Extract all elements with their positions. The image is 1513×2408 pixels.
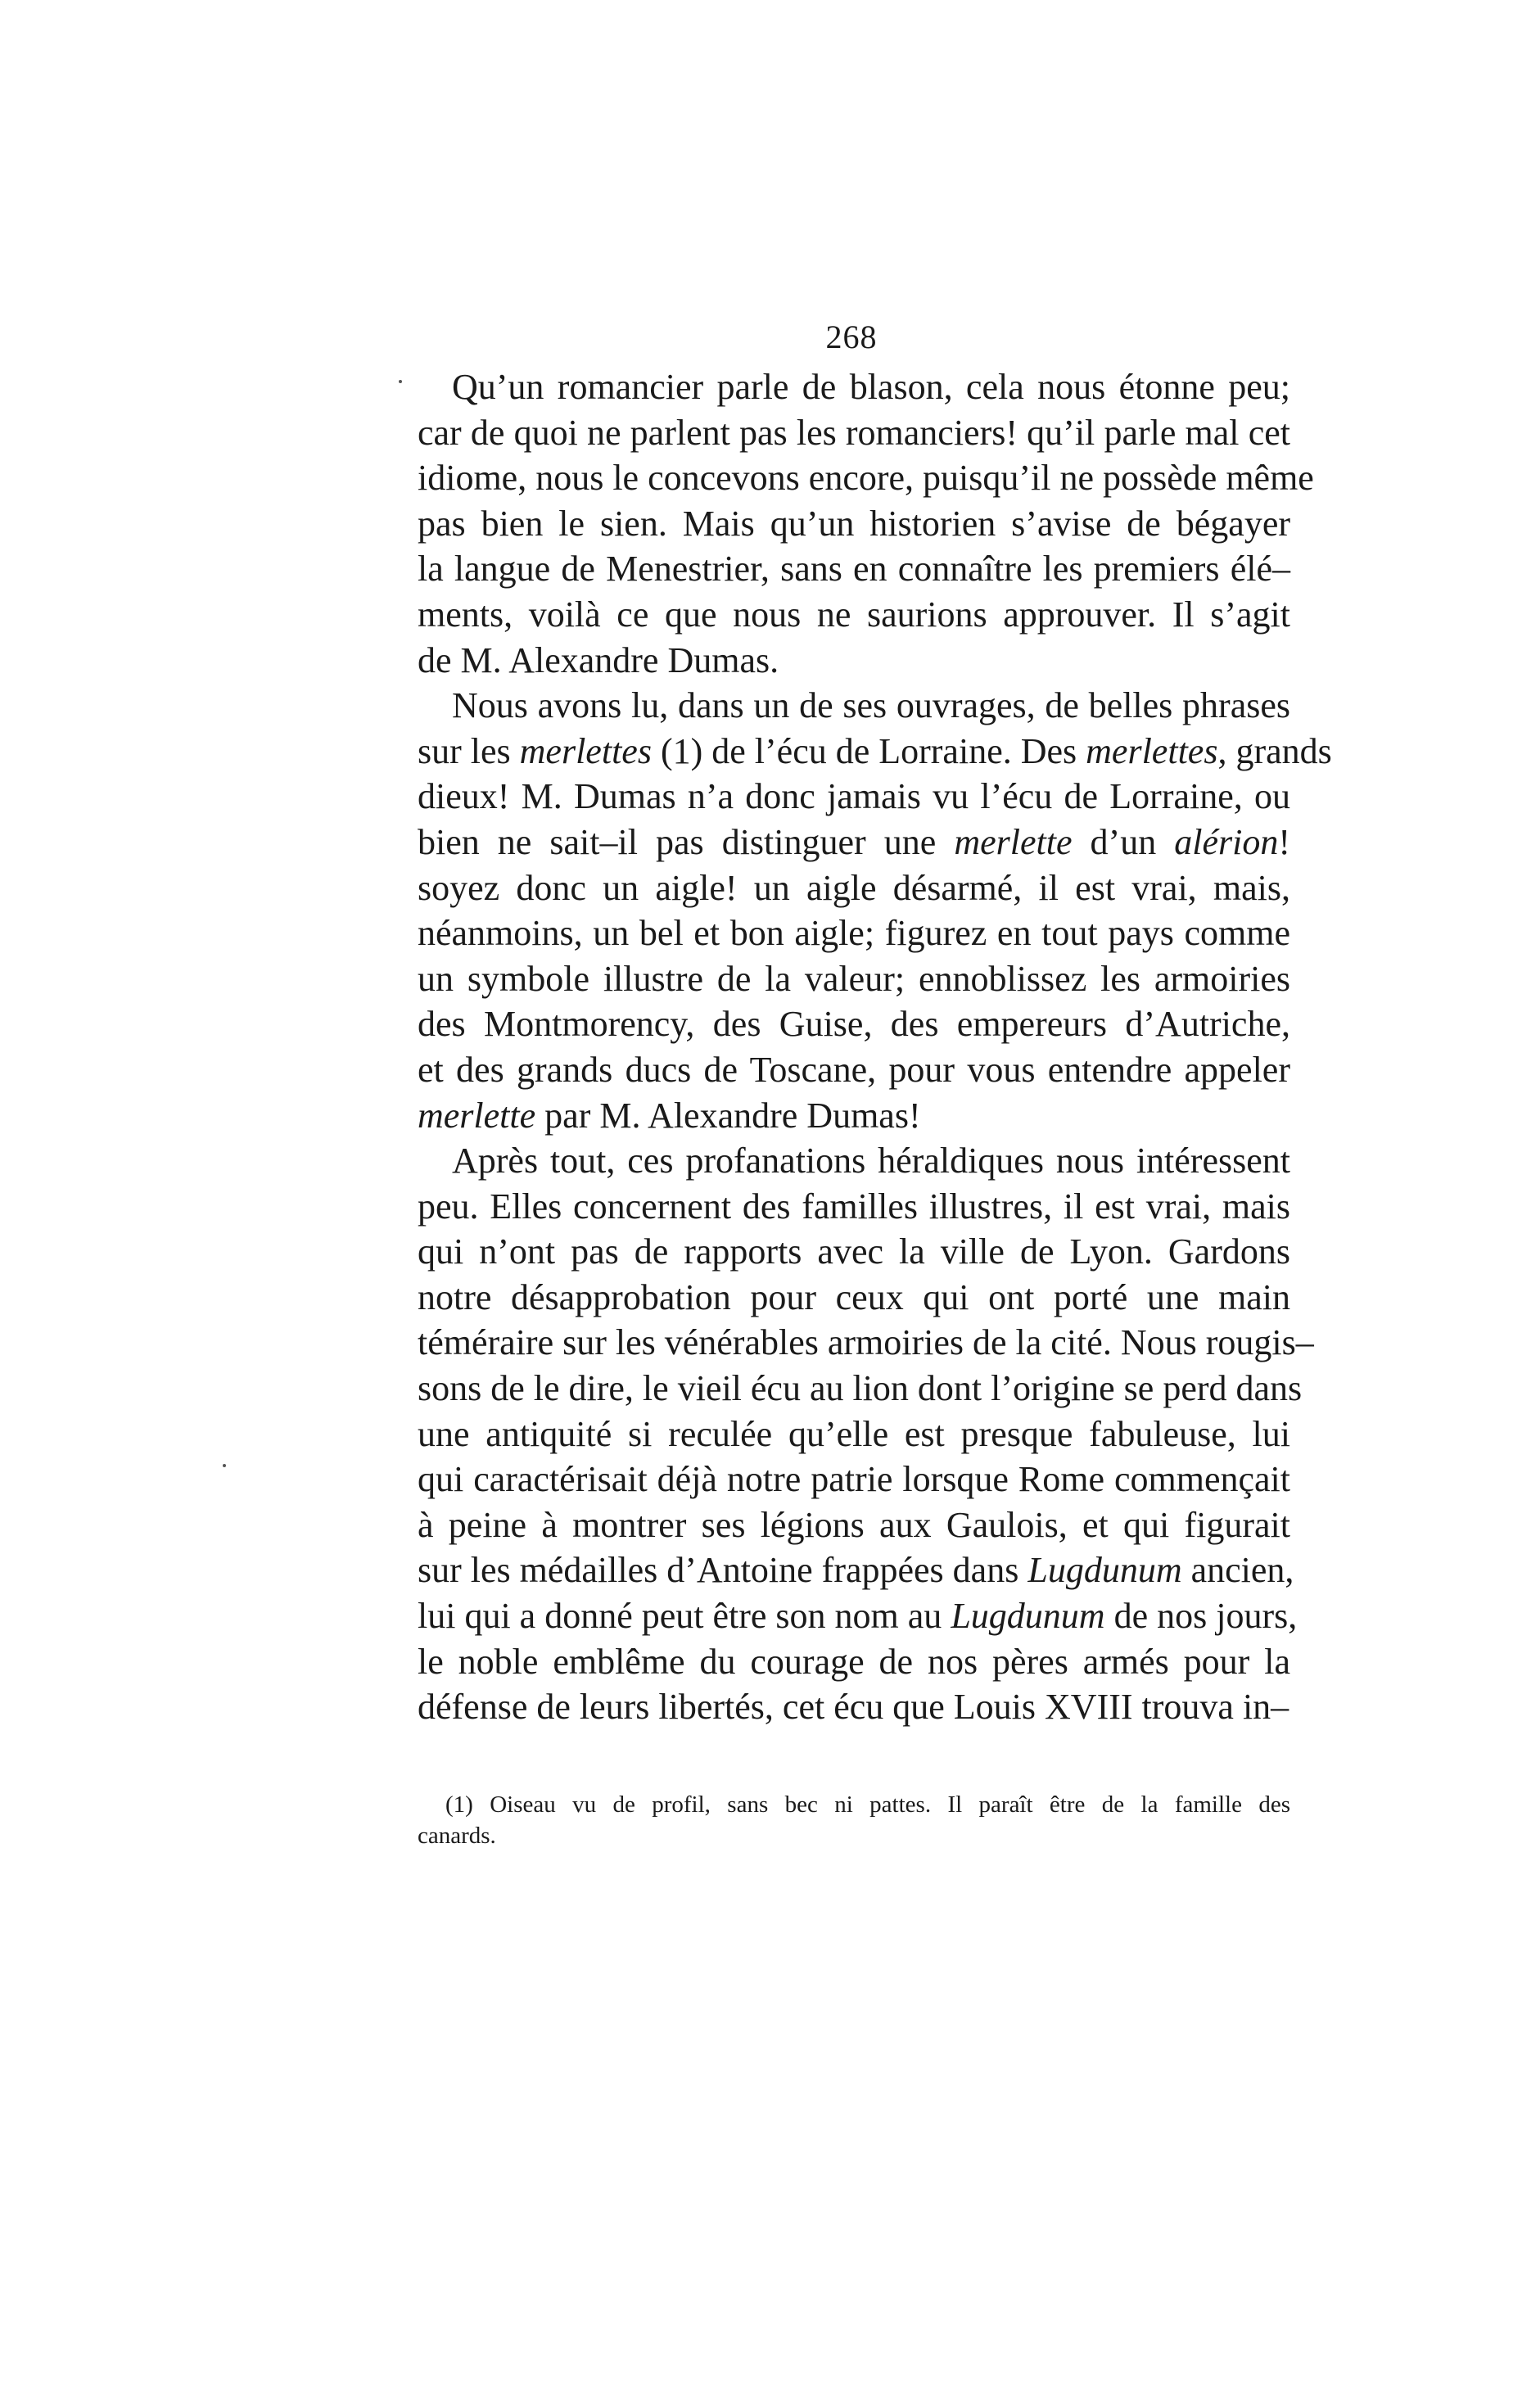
text-run: peu. Elles concernent des familles illustres, il est vrai, mais	[418, 1186, 1290, 1227]
footnote	[418, 1789, 1290, 1851]
body-line	[418, 956, 1290, 1002]
text-run: une antiquité si reculée qu’elle est presque fabuleuse, lui	[418, 1413, 1290, 1454]
text-run: par M. Alexandre Dumas!	[535, 1095, 921, 1136]
text-run: à peine à montrer ses légions aux Gaulois, et qui figurait	[418, 1504, 1290, 1545]
body-line	[418, 546, 1290, 592]
text-run: de M. Alexandre Dumas.	[418, 639, 779, 680]
text-run: la langue de Menestrier, sans en connaître les premiers élé–	[418, 549, 1290, 590]
body-line	[418, 455, 1314, 501]
body-line	[418, 638, 1290, 684]
body-line	[418, 683, 1290, 729]
body-line	[418, 1457, 1290, 1502]
body-line	[418, 1047, 1290, 1093]
body-line	[418, 1001, 1290, 1047]
body-line	[418, 865, 1290, 911]
text-run: sur les médailles d’Antoine frappées dans	[418, 1550, 1028, 1591]
text-run: !	[1278, 821, 1291, 862]
paper-speck	[223, 1464, 226, 1467]
text-run: défense de leurs libertés, cet écu que Louis XVIII trouva in–	[418, 1687, 1289, 1728]
body-line	[418, 1229, 1290, 1275]
page-number: 268	[825, 319, 878, 355]
text-run: idiome, nous le concevons encore, puisqu’il ne possède même	[418, 458, 1314, 499]
italic-text: Lugdunum	[951, 1596, 1105, 1637]
text-run: bien ne sait–il pas distinguer une	[418, 821, 955, 862]
text-run: d’un	[1072, 821, 1175, 862]
text-run: le noble emblême du courage de nos pères armés pour la	[418, 1641, 1290, 1682]
body-line	[418, 1366, 1303, 1412]
body-line	[418, 1684, 1290, 1730]
text-run: lui qui a donné peut être son nom au	[418, 1596, 951, 1637]
body-text	[418, 364, 1332, 1730]
body-line	[418, 1093, 1290, 1139]
text-run: sons de le dire, le vieil écu au lion dont l’origine se perd dans	[418, 1368, 1303, 1409]
text-run: dieux! M. Dumas n’a donc jamais vu l’écu de Lorraine, ou	[418, 776, 1290, 817]
text-run: de nos jours,	[1104, 1596, 1298, 1637]
text-run: pas bien le sien. Mais qu’un historien s’avise de bégayer	[418, 503, 1290, 544]
text-run: des Montmorency, des Guise, des empereurs d’Autriche,	[418, 1004, 1290, 1045]
text-run: (1) de l’écu de Lorraine. Des	[651, 730, 1086, 771]
footnote-line: (1) Oiseau vu de profil, sans bec ni pattes. Il paraît être de la famille des	[445, 1791, 1290, 1818]
body-line	[418, 1639, 1290, 1685]
italic-text: merlettes	[519, 730, 652, 771]
text-run: ments, voilà ce que nous ne saurions approuver. Il s’agit	[418, 594, 1290, 635]
body-line	[418, 1547, 1294, 1593]
text-run: un symbole illustre de la valeur; ennoblissez les armoiries	[418, 958, 1290, 999]
text-run: ancien,	[1181, 1550, 1294, 1591]
body-line	[418, 1320, 1314, 1366]
body-line	[418, 1593, 1298, 1639]
italic-text: alérion	[1174, 821, 1279, 862]
text-run: Qu’un romancier parle de blason, cela nous étonne peu;	[452, 367, 1290, 407]
text-run: sur les	[418, 730, 520, 771]
footnote-line: canards.	[418, 1823, 496, 1849]
body-line	[418, 1502, 1290, 1548]
body-line	[418, 592, 1290, 638]
body-line	[418, 820, 1290, 865]
body-line	[418, 1275, 1290, 1321]
italic-text: merlette	[954, 821, 1073, 862]
body-line	[418, 364, 1290, 410]
text-run: soyez donc un aigle! un aigle désarmé, il est vrai, mais,	[418, 867, 1290, 908]
text-run: néanmoins, un bel et bon aigle; figurez en tout pays comme	[418, 913, 1290, 954]
body-line	[418, 910, 1290, 956]
text-run: Après tout, ces profanations héraldiques nous intéressent	[452, 1141, 1290, 1181]
text-run: Nous avons lu, dans un de ses ouvrages, de belles phrases	[452, 685, 1290, 726]
text-run: qui n’ont pas de rapports avec la ville de Lyon. Gardons	[418, 1231, 1290, 1272]
body-line	[418, 1138, 1290, 1184]
body-line	[418, 501, 1290, 547]
body-line	[418, 1412, 1290, 1457]
body-line	[418, 1184, 1290, 1230]
text-run: , grands	[1217, 730, 1332, 771]
text-run: téméraire sur les vénérables armoiries de la cité. Nous rougis–	[418, 1322, 1314, 1363]
text-run: et des grands ducs de Toscane, pour vous entendre appeler	[418, 1049, 1290, 1090]
italic-text: Lugdunum	[1027, 1550, 1182, 1591]
text-run: qui caractérisait déjà notre patrie lorsque Rome commençait	[418, 1459, 1290, 1500]
body-line	[418, 410, 1290, 456]
text-run: notre désapprobation pour ceux qui ont porté une main	[418, 1276, 1290, 1317]
paper-speck	[399, 380, 402, 383]
italic-text: merlettes	[1086, 730, 1218, 771]
body-line	[418, 774, 1290, 820]
text-run: car de quoi ne parlent pas les romanciers! qu’il parle mal cet	[418, 412, 1290, 453]
body-line	[418, 729, 1332, 775]
italic-text: merlette	[418, 1095, 536, 1136]
